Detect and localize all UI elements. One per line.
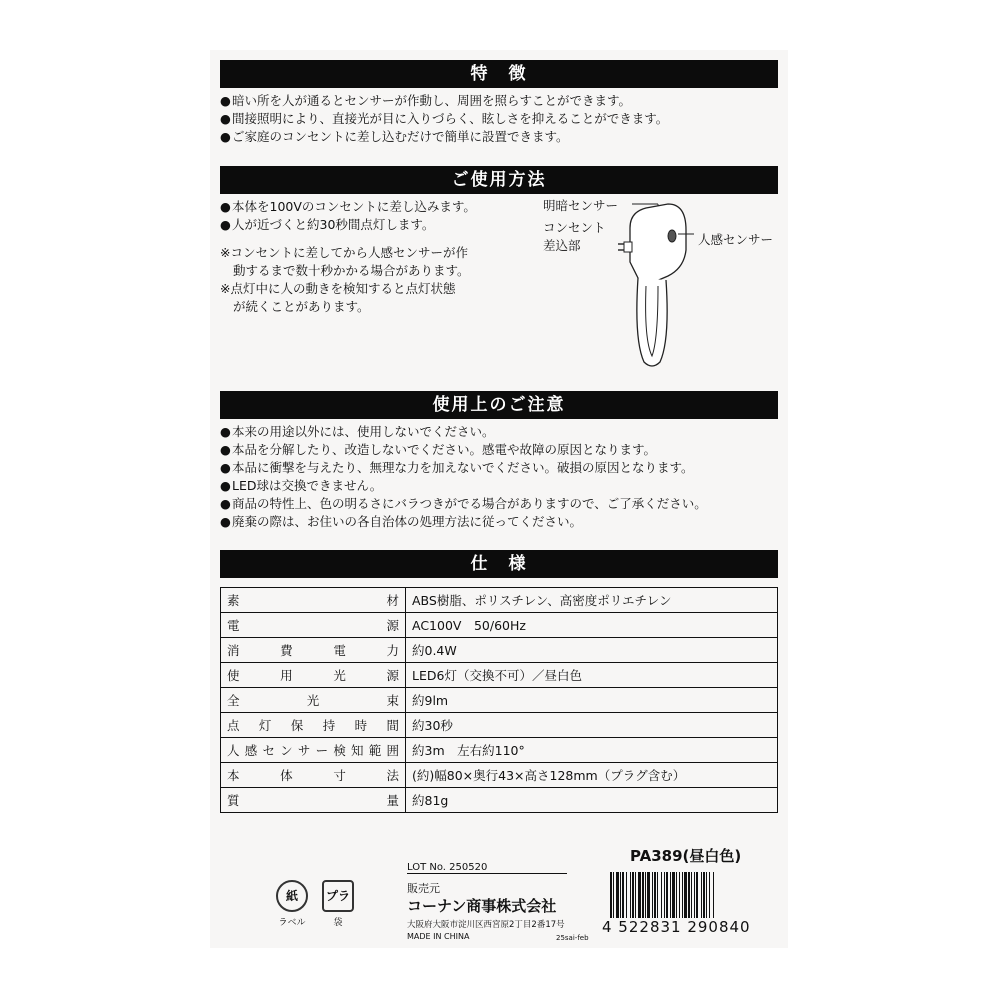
barcode-bar (713, 872, 714, 918)
barcode-bar (684, 872, 687, 918)
spec-key: 素材 (221, 588, 406, 613)
features-header: 特 徴 (220, 60, 778, 88)
barcode-bar (632, 872, 634, 918)
light-sensor-label: 明暗センサー (543, 198, 619, 213)
caution-item-2: ●本品を分解したり、改造しないでください。感電や故障の原因となります。 (220, 442, 657, 457)
barcode-bar (703, 872, 705, 918)
barcode-bar (706, 872, 707, 918)
spec-row (221, 613, 778, 638)
barcode-bar (682, 872, 683, 918)
spec-row (221, 788, 778, 813)
package-back-card (210, 50, 788, 948)
barcode-bar (613, 872, 614, 918)
caution-item-5: ●商品の特性上、色の明るさにバラつきがでる場合がありますので、ご了承ください。 (220, 496, 707, 511)
spec-value: 約3m 左右約110° (406, 738, 778, 763)
caution-item-3: ●本品に衝撃を与えたり、無理な力を加えないでください。破損の原因となります。 (220, 460, 694, 475)
barcode-bar (647, 872, 650, 918)
paper-recycle-mark (272, 880, 312, 928)
spec-row (221, 638, 778, 663)
spec-key: 消費電力 (221, 638, 406, 663)
barcode-bar (654, 872, 656, 918)
spec-value: 約0.4W (406, 638, 778, 663)
spec-value: 約81g (406, 788, 778, 813)
spec-value: (約)幅80×奥行43×高さ128mm（プラグ含む） (406, 763, 778, 788)
barcode-bar (638, 872, 641, 918)
model-number: PA389(昼白色) (630, 847, 742, 865)
caution-item-6: ●廃棄の際は、お住いの各自治体の処理方法に従ってください。 (220, 514, 583, 529)
plastic-recycle-icon: プラ (322, 880, 354, 912)
barcode-image (608, 872, 776, 924)
caution-item-4: ●LED球は交換できません。 (220, 478, 383, 493)
feature-item-3: ●ご家庭のコンセントに差し込むだけで簡単に設置できます。 (220, 129, 569, 144)
barcode-bar (622, 872, 624, 918)
spec-row (221, 663, 778, 688)
made-in: MADE IN CHINA (407, 932, 470, 941)
barcode-bar (664, 872, 665, 918)
spec-key: 使用光源 (221, 663, 406, 688)
usage-note-1: ※コンセントに差してから人感センサーが作 (220, 245, 468, 260)
spec-key: 本体寸法 (221, 763, 406, 788)
barcode-bar (696, 872, 698, 918)
barcode-bar (630, 872, 631, 918)
plug-label-1: コンセント (543, 220, 606, 235)
spec-value: LED6灯（交換不可）／昼白色 (406, 663, 778, 688)
spec-row (221, 688, 778, 713)
spec-value: ABS樹脂、ポリスチレン、高密度ポリエチレン (406, 588, 778, 613)
spec-value: 約30秒 (406, 713, 778, 738)
usage-header: ご使用方法 (220, 166, 778, 194)
barcode-bar (652, 872, 653, 918)
company-address: 大阪府大阪市淀川区西宮原2丁目2番17号 (407, 920, 565, 930)
spec-row (221, 763, 778, 788)
spec-value: 約9lm (406, 688, 778, 713)
barcode-bar (691, 872, 692, 918)
motion-sensor-label: 人感センサー (698, 232, 774, 247)
specs-header: 仕 様 (220, 550, 778, 578)
plastic-recycle-mark (318, 880, 358, 928)
spec-key: 人感センサー検知範囲 (221, 738, 406, 763)
barcode-bar (694, 872, 695, 918)
barcode-bar (701, 872, 702, 918)
print-code: 25sai-feb (556, 934, 589, 942)
barcode-bar (616, 872, 619, 918)
seller-label: 販売元 (407, 882, 440, 895)
barcode-bar (635, 872, 636, 918)
barcode-number: 4 522831 290840 (602, 918, 751, 936)
lot-number: LOT No. 250520 (407, 862, 567, 874)
barcode-bar (676, 872, 677, 918)
barcode-bar (620, 872, 621, 918)
barcode-bar (709, 872, 710, 918)
barcode-bar (666, 872, 668, 918)
spec-key: 電源 (221, 613, 406, 638)
barcode-bar (642, 872, 644, 918)
feature-item-1: ●暗い所を人が通るとセンサーが作動し、周囲を照らすことができます。 (220, 93, 632, 108)
spec-row (221, 738, 778, 763)
plug-label-2: 差込部 (543, 238, 581, 253)
usage-item-2: ●人が近づくと約30秒間点灯します。 (220, 217, 435, 232)
caution-item-1: ●本来の用途以外には、使用しないでください。 (220, 424, 495, 439)
spec-value: AC100V 50/60Hz (406, 613, 778, 638)
feature-item-2: ●間接照明により、直接光が目に入りづらく、眩しさを抑えることができます。 (220, 111, 669, 126)
barcode-bar (626, 872, 627, 918)
barcode-bar (679, 872, 680, 918)
barcode-bar (661, 872, 662, 918)
plastic-recycle-caption: 袋 (333, 918, 343, 928)
night-light-illustration (608, 190, 698, 380)
usage-note-3: ※点灯中に人の動きを検知すると点灯状態 (220, 281, 456, 296)
specs-table (220, 587, 778, 813)
paper-recycle-icon: 紙 (276, 880, 308, 912)
spec-key: 質量 (221, 788, 406, 813)
spec-key: 全光束 (221, 688, 406, 713)
barcode-bar (645, 872, 646, 918)
paper-recycle-caption: ラベル (278, 918, 306, 928)
spec-row (221, 588, 778, 613)
spec-row (221, 713, 778, 738)
barcode-bar (657, 872, 658, 918)
barcode-bar (688, 872, 690, 918)
usage-note-2: 動するまで数十秒かかる場合があります。 (233, 263, 470, 278)
spec-key: 点灯保持時間 (221, 713, 406, 738)
usage-note-4: が続くことがあります。 (233, 299, 370, 314)
barcode-bar (610, 872, 612, 918)
usage-item-1: ●本体を100Vのコンセントに差し込みます。 (220, 199, 476, 214)
barcode-bar (670, 872, 671, 918)
cautions-header: 使用上のご注意 (220, 391, 778, 419)
company-name: コーナン商事株式会社 (407, 897, 557, 915)
barcode-bar (672, 872, 675, 918)
